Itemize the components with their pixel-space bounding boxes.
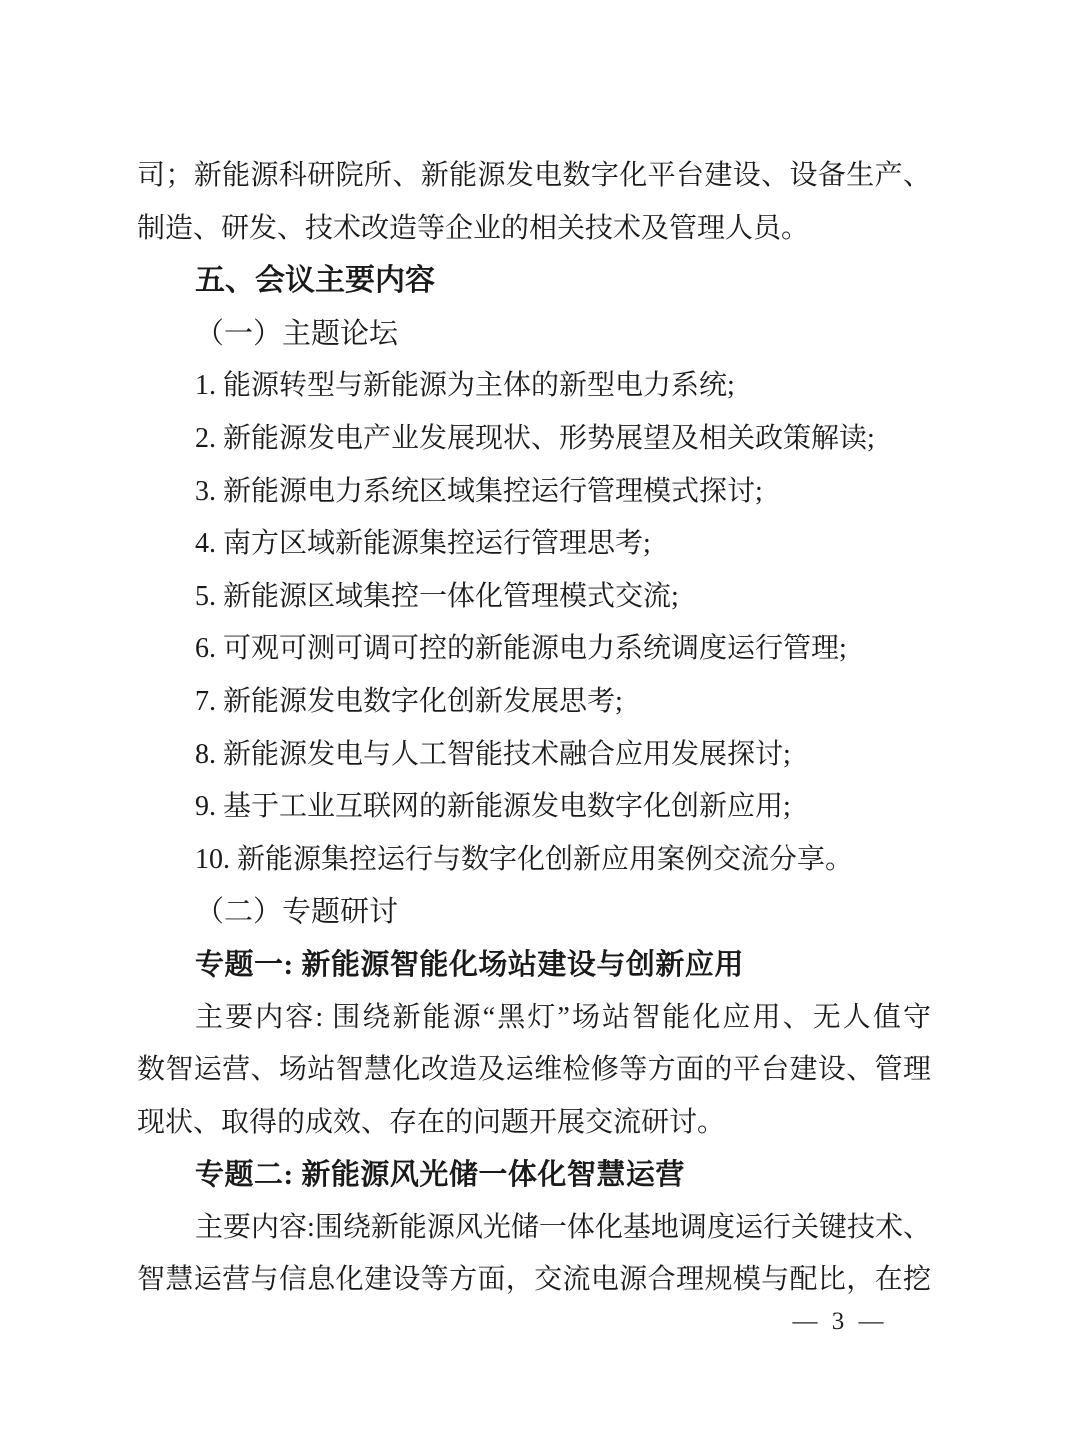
page-footer: [760, 1308, 920, 1336]
forum-item-6: 6. 可观可测可调可控的新能源电力系统调度运行管理;: [195, 633, 847, 665]
topic1-body-line-1: 主要内容: 围绕新能源“黑灯”场站智能化应用、无人值守: [195, 1001, 931, 1033]
intro-continuation-line-1: 司；新能源科研院所、新能源发电数字化平台建设、设备生产、: [137, 160, 931, 191]
subsection-heading-forum: （一）主题论坛: [195, 317, 399, 350]
forum-item-2: 2. 新能源发电产业发展现状、形势展望及相关政策解读;: [195, 422, 875, 454]
forum-item-3: 3. 新能源电力系统区域集控运行管理模式探讨;: [195, 475, 763, 507]
forum-item-5: 5. 新能源区域集控一体化管理模式交流;: [195, 580, 679, 612]
forum-item-10: 10. 新能源集控运行与数字化创新应用案例交流分享。: [195, 843, 854, 875]
topic1-heading: 专题一: 新能源智能化场站建设与创新应用: [195, 948, 744, 981]
page-content: [137, 150, 931, 1307]
topic2-heading: 专题二: 新能源风光储一体化智慧运营: [195, 1159, 685, 1192]
section-heading-meeting-content: 五、会议主要内容: [195, 264, 435, 298]
subsection-heading-seminar: （二）专题研讨: [195, 896, 399, 929]
topic2-body-line-2: 智慧运营与信息化建设等方面，交流电源合理规模与配比，在挖: [137, 1264, 931, 1296]
page-number: — 3 —: [792, 1308, 888, 1335]
forum-item-7: 7. 新能源发电数字化创新发展思考;: [195, 685, 623, 717]
topic2-body-line-1: 主要内容:围绕新能源风光储一体化基地调度运行关键技术、: [195, 1211, 931, 1243]
forum-item-9: 9. 基于工业互联网的新能源发电数字化创新应用;: [195, 791, 791, 823]
forum-item-8: 8. 新能源发电与人工智能技术融合应用发展探讨;: [195, 738, 791, 770]
intro-continuation-line-2: 制造、研发、技术改造等企业的相关技术及管理人员。: [137, 212, 810, 244]
topic1-body-line-2: 数智运营、场站智慧化改造及运维检修等方面的平台建设、管理: [137, 1054, 931, 1086]
topic1-body-line-3: 现状、取得的成效、存在的问题开展交流研讨。: [137, 1106, 726, 1138]
forum-item-1: 1. 能源转型与新能源为主体的新型电力系统;: [195, 370, 735, 402]
forum-item-4: 4. 南方区域新能源集控运行管理思考;: [195, 528, 651, 560]
